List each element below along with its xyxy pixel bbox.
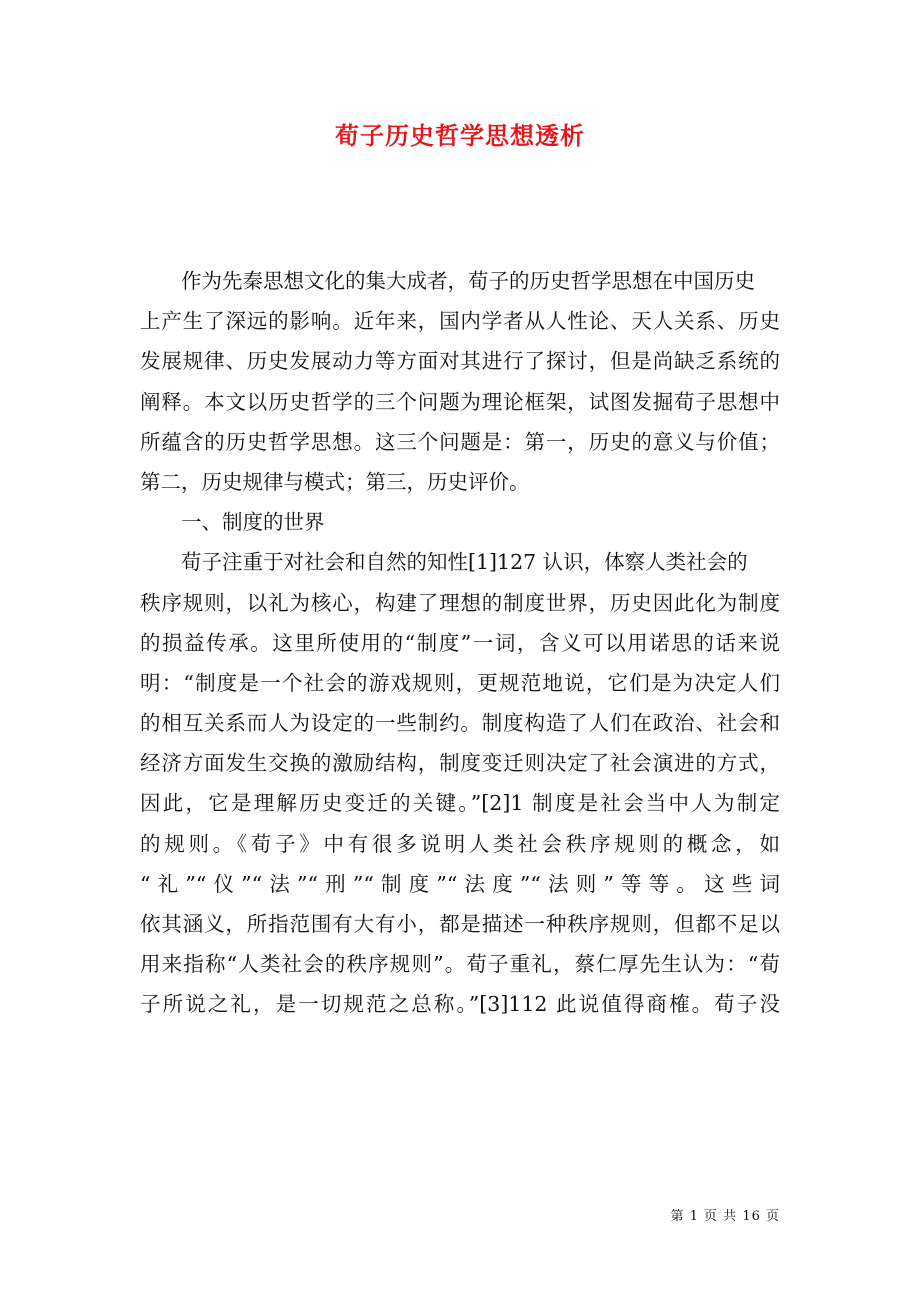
body-line-5: 所蕴含的历史哲学思想。这三个问题是：第一，历史的意义与价值； (140, 429, 780, 454)
body-line-13: 经济方面发生交换的激励结构，制度变迁则决定了社会演进的方式， (140, 751, 780, 776)
document-title: 荀子历史哲学思想透析 (335, 121, 585, 150)
body-line-19: 子所说之礼，是一切规范之总称。”[3]112 此说值得商榷。荀子没 (140, 992, 780, 1017)
body-line-16: “礼”“仪”“法”“刑”“制度”“法度”“法则”等等。这些词 (140, 871, 780, 896)
body-line-3: 发展规律、历史发展动力等方面对其进行了探讨，但是尚缺乏系统的 (140, 349, 780, 374)
body-line-6: 第二，历史规律与模式；第三，历史评价。 (140, 469, 530, 494)
body-line-2: 上产生了深远的影响。近年来，国内学者从人性论、天人关系、历史 (140, 309, 780, 334)
page-number: 第 1 页 共 16 页 (670, 1209, 780, 1224)
section-heading: 一、制度的世界 (181, 510, 325, 535)
body-line-9: 秩序规则，以礼为核心，构建了理想的制度世界，历史因此化为制度 (140, 590, 780, 615)
body-line-18: 用来指称“人类社会的秩序规则”。荀子重礼，蔡仁厚先生认为：“荀 (140, 952, 780, 977)
body-line-1: 作为先秦思想文化的集大成者，荀子的历史哲学思想在中国历史 (181, 269, 755, 293)
body-line-17: 依其涵义，所指范围有大有小，都是描述一种秩序规则，但都不足以 (140, 912, 780, 936)
body-line-11: 明：“制度是一个社会的游戏规则，更规范地说，它们是为决定人们 (140, 670, 780, 695)
body-line-14: 因此，它是理解历史变迁的关键。”[2]1 制度是社会当中人为制定 (140, 791, 780, 816)
body-line-12: 的相互关系而人为设定的一些制约。制度构造了人们在政治、社会和 (140, 711, 780, 736)
document-body (140, 261, 780, 1025)
body-line-15: 的规则。《荀子》中有很多说明人类社会秩序规则的概念，如 (140, 831, 780, 856)
body-line-4: 阐释。本文以历史哲学的三个问题为理论框架，试图发掘荀子思想中 (140, 389, 780, 414)
body-line-8: 荀子注重于对社会和自然的知性[1]127 认识，体察人类社会的 (181, 550, 748, 575)
body-line-10: 的损益传承。这里所使用的“制度”一词，含义可以用诺思的话来说 (140, 630, 780, 655)
